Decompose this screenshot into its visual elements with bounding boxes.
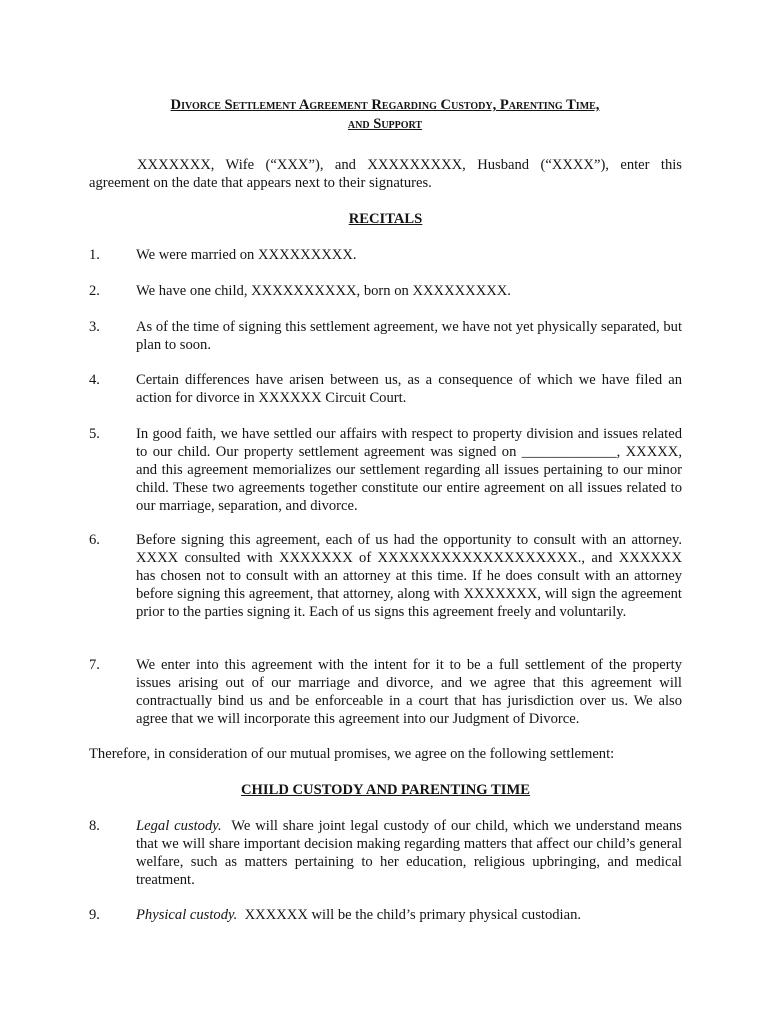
recital-item xyxy=(89,531,682,621)
item-text xyxy=(136,906,682,924)
recitals-heading: RECITALS xyxy=(348,211,423,227)
recital-item xyxy=(89,246,682,264)
recital-item xyxy=(89,656,682,728)
title-line-2: and Support xyxy=(347,116,423,132)
therefore-paragraph: Therefore, in consideration of our mutual promises, we agree on the following settlement: xyxy=(89,746,615,762)
item-number: 8. xyxy=(89,818,100,834)
title-line-1: Divorce Settlement Agreement Regarding Custody, Parenting Time, xyxy=(170,97,600,113)
document-title xyxy=(60,96,710,134)
item-number: 2. xyxy=(89,283,100,299)
item-number: 6. xyxy=(89,532,100,548)
item-text: We have one child, XXXXXXXXXX, born on XXXXXXXXX. xyxy=(136,283,511,299)
recital-item xyxy=(89,371,682,407)
custody-heading: CHILD CUSTODY AND PARENTING TIME xyxy=(241,782,530,798)
item-text: We were married on XXXXXXXXX. xyxy=(136,247,357,263)
custody-item xyxy=(89,906,682,924)
recital-item xyxy=(89,318,682,354)
item-text: As of the time of signing this settlement agreement, we have not yet physically separated, but plan to soon. xyxy=(136,319,682,353)
recital-item xyxy=(89,425,682,515)
item-number: 9. xyxy=(89,907,100,923)
item-number: 4. xyxy=(89,372,100,388)
item-body: We will share joint legal custody of our child, which we understand means that we will share important decision making regarding matters that affect our child’s general welfare, such as matters pertaining to her education, religious upbringing, and medical treatment. xyxy=(136,818,682,888)
item-text: In good faith, we have settled our affairs with respect to property division and issues related to our child. Our property settlement agreement was signed on _____________, XXXXX, and this agreement memorializes our settlement regarding all issues pertaining to our minor child. These two agreements together constitute our entire agreement on all issues related to our marriage, separation, and divorce. xyxy=(136,426,682,514)
intro-paragraph: XXXXXXX, Wife (“XXX”), and XXXXXXXXX, Husband (“XXXX”), enter this agreement on the date that appears next to their signatures. xyxy=(89,157,682,191)
recital-item xyxy=(89,282,682,300)
item-text: Before signing this agreement, each of us had the opportunity to consult with an attorney. XXXX consulted with XXXXXXX of XXXXXXXXXXXXXXXXXXX., and XXXXXX has chosen not to consult with an attorney at this time. If he does consult with an attorney before signing this agreement, that attorney, along with XXXXXXX, will sign the agreement prior to the parties signing it. Each of us signs this agreement freely and voluntarily. xyxy=(136,532,682,620)
item-label: Legal custody. xyxy=(136,818,222,834)
item-text xyxy=(136,817,682,889)
item-number: 5. xyxy=(89,426,100,442)
item-number: 7. xyxy=(89,657,100,673)
item-text: Certain differences have arisen between us, as a consequence of which we have filed an action for divorce in XXXXXX Circuit Court. xyxy=(136,372,682,406)
item-body: XXXXXX will be the child’s primary physical custodian. xyxy=(244,907,582,923)
item-label: Physical custody. xyxy=(136,907,238,923)
custody-item xyxy=(89,817,682,889)
item-text: We enter into this agreement with the intent for it to be a full settlement of the property issues arising out of our marriage and divorce, and we agree that this agreement will contractually bind us and be enforceable in a court that has jurisdiction over us. We also agree that we will incorporate this agreement into our Judgment of Divorce. xyxy=(136,657,682,727)
item-number: 1. xyxy=(89,247,100,263)
item-number: 3. xyxy=(89,319,100,335)
